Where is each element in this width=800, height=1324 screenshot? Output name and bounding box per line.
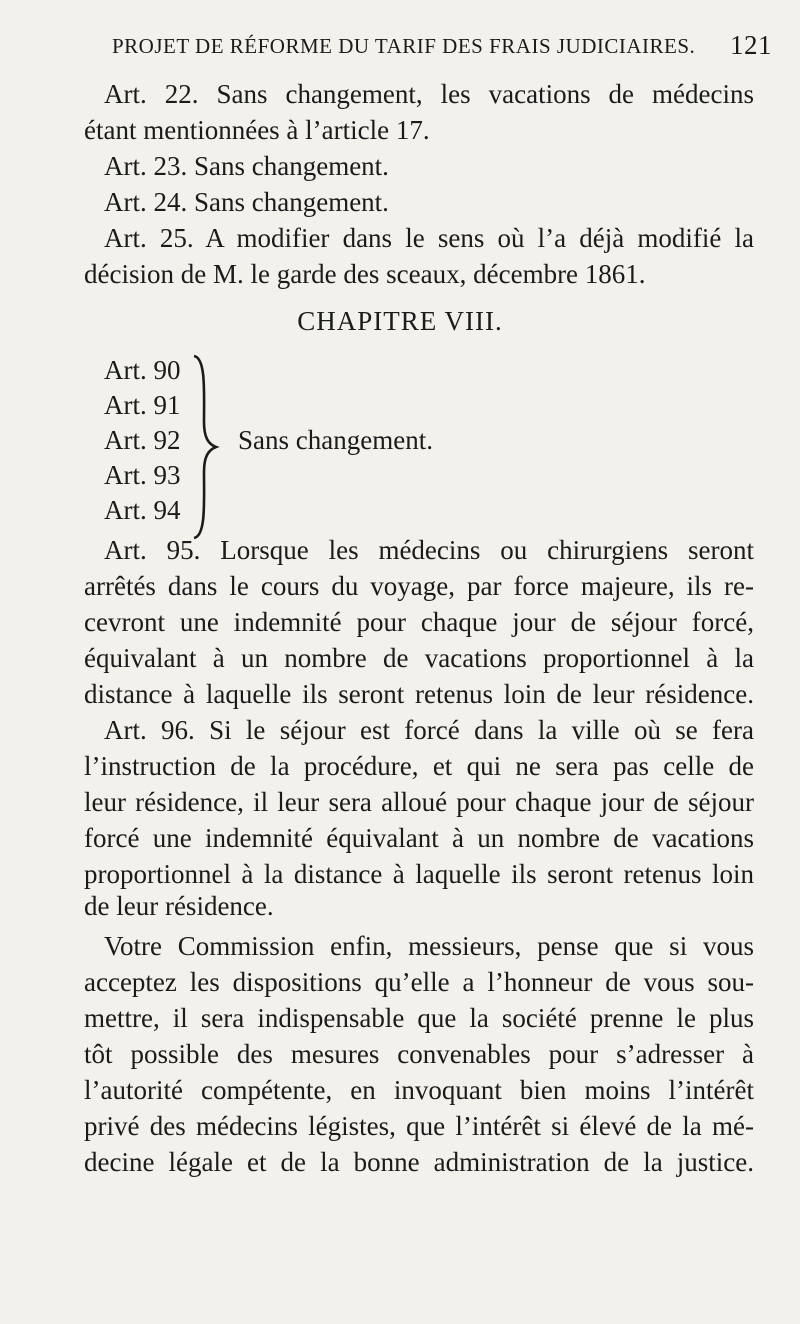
article-label: Art. 91 <box>104 390 181 420</box>
text-line: distance à laquelle ils seront retenus loin de leur résidence. <box>84 679 754 709</box>
article-label: Art. 93 <box>104 460 181 490</box>
text-line: decine légale et de la bonne administration de la justice. <box>84 1147 754 1177</box>
text-line: Art. 22. Sans changement, les vacations de médecins <box>104 79 754 109</box>
article-label: Art. 92 <box>104 425 181 455</box>
text-line: leur résidence, il leur sera alloué pour chaque jour de séjour <box>84 787 754 817</box>
text-line: Art. 23. Sans changement. <box>104 151 389 181</box>
group-text: Sans changement. <box>238 425 433 455</box>
text-line: l’instruction de la procédure, et qui ne sera pas celle de <box>84 751 754 781</box>
article-label: Art. 94 <box>104 495 181 525</box>
text-line: Art. 25. A modifier dans le sens où l’a déjà modifié la <box>104 223 754 253</box>
curly-brace-icon <box>190 352 220 542</box>
running-header <box>112 30 772 60</box>
chapter-heading: CHAPITRE VIII. <box>297 306 503 336</box>
page-number: 121 <box>730 30 772 60</box>
text-line: arrêtés dans le cours du voyage, par force majeure, ils re- <box>84 571 754 601</box>
text-line: Art. 95. Lorsque les médecins ou chirurgiens seront <box>104 535 754 565</box>
header-title: PROJET DE RÉFORME DU TARIF DES FRAIS JUDICIAIRES. <box>112 34 696 58</box>
text-line: mettre, il sera indispensable que la société prenne le plus <box>84 1003 754 1033</box>
text-line: Art. 24. Sans changement. <box>104 187 389 217</box>
text-line: décision de M. le garde des sceaux, décembre 1861. <box>84 259 646 289</box>
article-label: Art. 90 <box>104 355 181 385</box>
text-line: cevront une indemnité pour chaque jour de séjour forcé, <box>84 607 754 637</box>
text-line: acceptez les dispositions qu’elle a l’honneur de vous sou- <box>84 967 754 997</box>
text-line: Votre Commission enfin, messieurs, pense que si vous <box>104 931 754 961</box>
text-line: forcé une indemnité équivalant à un nombre de vacations <box>84 823 754 853</box>
text-line: privé des médecins légistes, que l’intérêt si élevé de la mé- <box>84 1111 754 1141</box>
text-line: l’autorité compétente, en invoquant bien moins l’intérêt <box>84 1075 754 1105</box>
text-line: de leur résidence. <box>84 891 274 921</box>
text-line: Art. 96. Si le séjour est forcé dans la ville où se fera <box>104 715 754 745</box>
text-line: équivalant à un nombre de vacations proportionnel à la <box>84 643 754 673</box>
text-line: proportionnel à la distance à laquelle ils seront retenus loin <box>84 859 754 889</box>
text-line: tôt possible des mesures convenables pour s’adresser à <box>84 1039 754 1069</box>
text-line: étant mentionnées à l’article 17. <box>84 115 430 145</box>
